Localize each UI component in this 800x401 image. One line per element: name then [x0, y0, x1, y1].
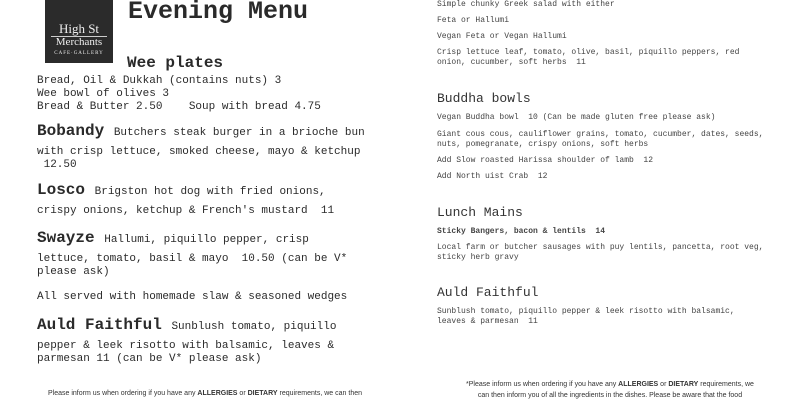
- auld-desc: leaves & parmesan 11: [437, 317, 538, 326]
- dish-desc: crispy onions, ketchup & French's mustard 11: [37, 205, 335, 217]
- section-auld-faithful: Auld Faithful: [437, 285, 539, 300]
- lunch-desc: Local farm or butcher sausages with puy lentils, pancetta, root veg,: [437, 243, 764, 252]
- dish-name: Losco: [37, 181, 86, 199]
- dish-desc: with crisp lettuce, smoked cheese, mayo & ketchup: [37, 146, 361, 158]
- salad-line: Vegan Feta or Vegan Hallumi: [437, 32, 567, 41]
- wee-plates-line: Bread, Oil & Dukkah (contains nuts) 3: [37, 75, 282, 87]
- auld-desc: Sunblush tomato, piquillo pepper & leek risotto with balsamic,: [437, 307, 735, 316]
- dish-name: Auld Faithful: [37, 316, 162, 334]
- allergy-footer-left: [30, 390, 380, 397]
- buddha-line: Vegan Buddha bowl 10 (Can be made gluten free please ask): [437, 113, 716, 122]
- salad-line: onion, cucumber, soft herbs 11: [437, 58, 586, 67]
- logo-line-3: CAFE·GALLERY: [54, 51, 104, 56]
- wee-plates-line: Bread & Butter 2.50 Soup with bread 4.75: [37, 101, 321, 113]
- buddha-line: nuts, pomegranate, crispy onions, soft herbs: [437, 140, 649, 149]
- buddha-line: Add North uist Crab 12: [437, 172, 548, 181]
- footer-dietary: DIETARY: [668, 381, 699, 388]
- logo-line-1: High St: [58, 21, 100, 36]
- buddha-line: Giant cous cous, cauliflower grains, tomato, cucumber, dates, seeds,: [437, 130, 764, 139]
- footer-text: can then inform you of all the ingredients in the dishes. Please be aware that the food: [477, 392, 743, 399]
- cafe-logo: [45, 0, 113, 63]
- dish-desc: pepper & leek risotto with balsamic, leaves &: [37, 340, 335, 352]
- lunch-item: Sticky Bangers, bacon & lentils 14: [437, 227, 606, 236]
- section-wee-plates: Wee plates: [127, 54, 224, 72]
- salad-line: Feta or Hallumi: [437, 16, 510, 25]
- footer-allergies: ALLERGIES: [618, 381, 659, 388]
- footer-text: requirements, we: [698, 381, 754, 388]
- section-buddha-bowls: Buddha bowls: [437, 91, 531, 106]
- footer-allergies: ALLERGIES: [197, 390, 238, 397]
- dish-desc: please ask): [37, 266, 110, 278]
- dish-desc: lettuce, tomato, basil & mayo 10.50 (can be V*: [37, 253, 348, 265]
- dish-auld-faithful: [37, 316, 336, 335]
- footer-text: requirements, we can then: [277, 390, 362, 397]
- dish-name: Bobandy: [37, 122, 105, 140]
- dish-desc: 12.50: [37, 159, 77, 171]
- dish-swayze: [37, 229, 309, 248]
- footer-text: or: [237, 390, 248, 397]
- buddha-line: Add Slow roasted Harissa shoulder of lamb 12: [437, 156, 654, 165]
- salad-line: Simple chunky Greek salad with either: [437, 0, 615, 9]
- footer-text: *Please inform us when ordering if you have any: [466, 381, 619, 388]
- dish-name: Swayze: [37, 229, 95, 247]
- dish-losco: [37, 181, 326, 200]
- lunch-desc: sticky herb gravy: [437, 253, 519, 262]
- dish-desc: Butchers steak burger in a brioche bun: [113, 127, 365, 139]
- dish-desc: Sunblush tomato, piquillo: [171, 321, 337, 333]
- served-with-note: All served with homemade slaw & seasoned wedges: [37, 291, 348, 303]
- logo-line-2: Merchants: [51, 36, 107, 48]
- allergy-footer-right: [430, 379, 790, 401]
- footer-dietary: DIETARY: [247, 390, 278, 397]
- dish-desc: Hallumi, piquillo pepper, crisp: [104, 234, 309, 246]
- dish-bobandy: [37, 122, 365, 141]
- dish-desc: parmesan 11 (can be V* please ask): [37, 353, 262, 365]
- footer-text: or: [658, 381, 669, 388]
- salad-line: Crisp lettuce leaf, tomato, olive, basil, piquillo peppers, red: [437, 48, 740, 57]
- section-lunch-mains: Lunch Mains: [437, 205, 523, 220]
- footer-text: Please inform us when ordering if you have any: [48, 390, 198, 397]
- wee-plates-line: Wee bowl of olives 3: [37, 88, 170, 100]
- dish-desc: Brigston hot dog with fried onions,: [94, 186, 326, 198]
- menu-title: Evening Menu: [128, 0, 309, 26]
